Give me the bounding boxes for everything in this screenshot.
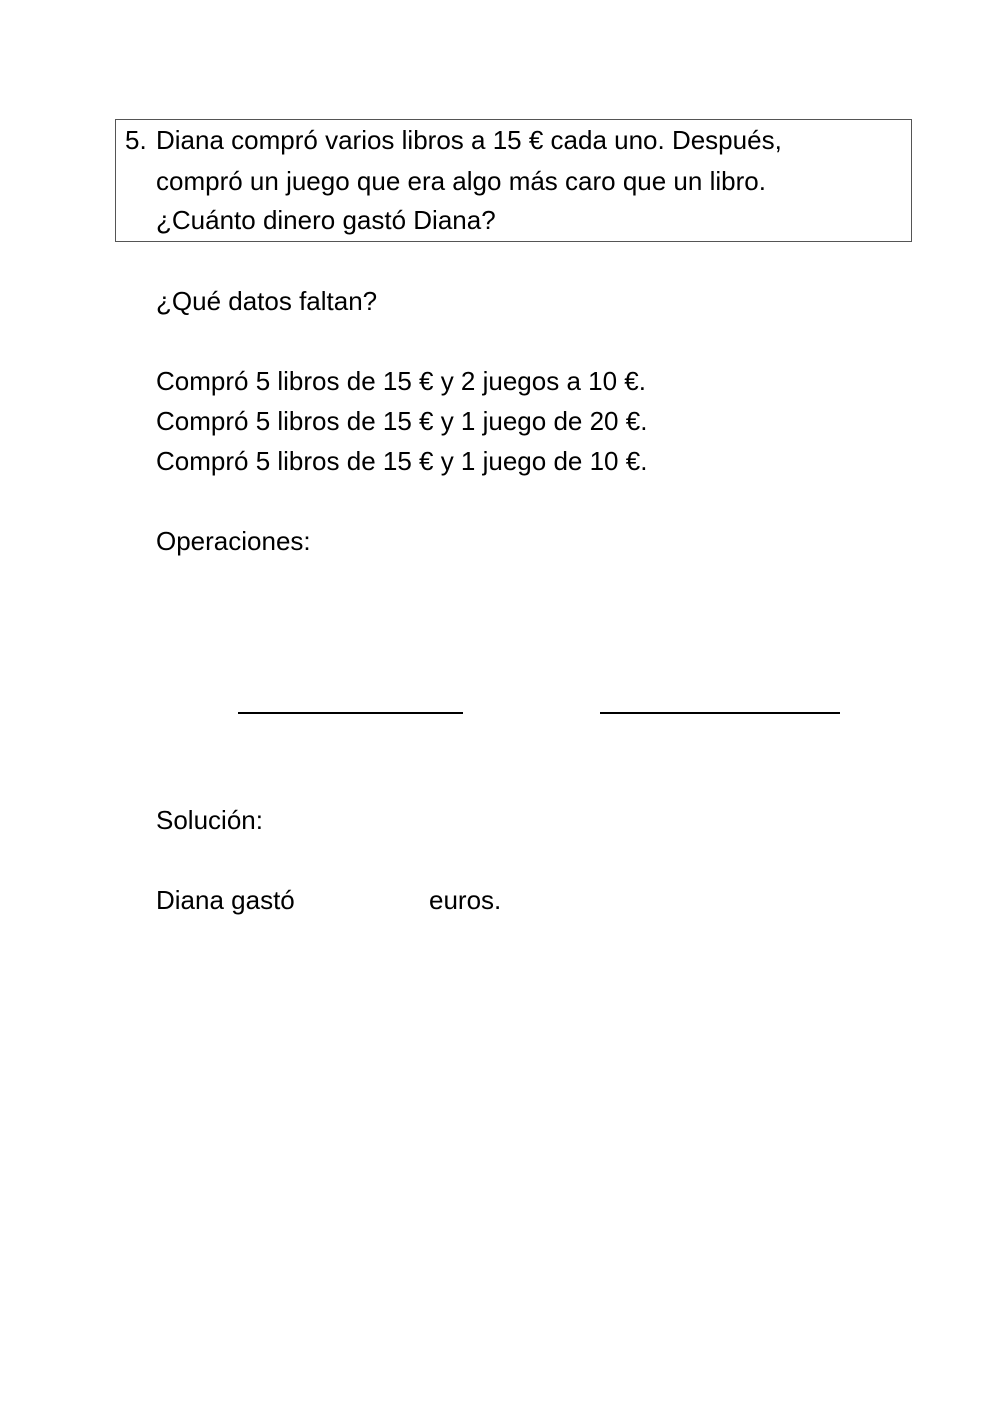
answer-option-1[interactable]: Compró 5 libros de 15 € y 2 juegos a 10 €. [156,366,646,396]
problem-line-1: Diana compró varios libros a 15 € cada uno. Después, [156,125,782,155]
answer-option-2[interactable]: Compró 5 libros de 15 € y 1 juego de 20 €. [156,406,648,436]
operations-label: Operaciones: [156,526,311,556]
problem-number: 5. [125,125,147,155]
problem-line-3: ¿Cuánto dinero gastó Diana? [156,205,496,235]
missing-data-question: ¿Qué datos faltan? [156,286,378,316]
problem-line-2: compró un juego que era algo más caro que un libro. [156,166,766,196]
answer-option-3[interactable]: Compró 5 libros de 15 € y 1 juego de 10 €. [156,446,648,476]
operation-blank-1[interactable] [238,712,463,714]
solution-label: Solución: [156,805,263,835]
answer-blank[interactable] [305,885,420,915]
operation-blank-2[interactable] [600,712,840,714]
answer-suffix: euros. [429,885,502,915]
answer-prefix: Diana gastó [156,885,295,915]
